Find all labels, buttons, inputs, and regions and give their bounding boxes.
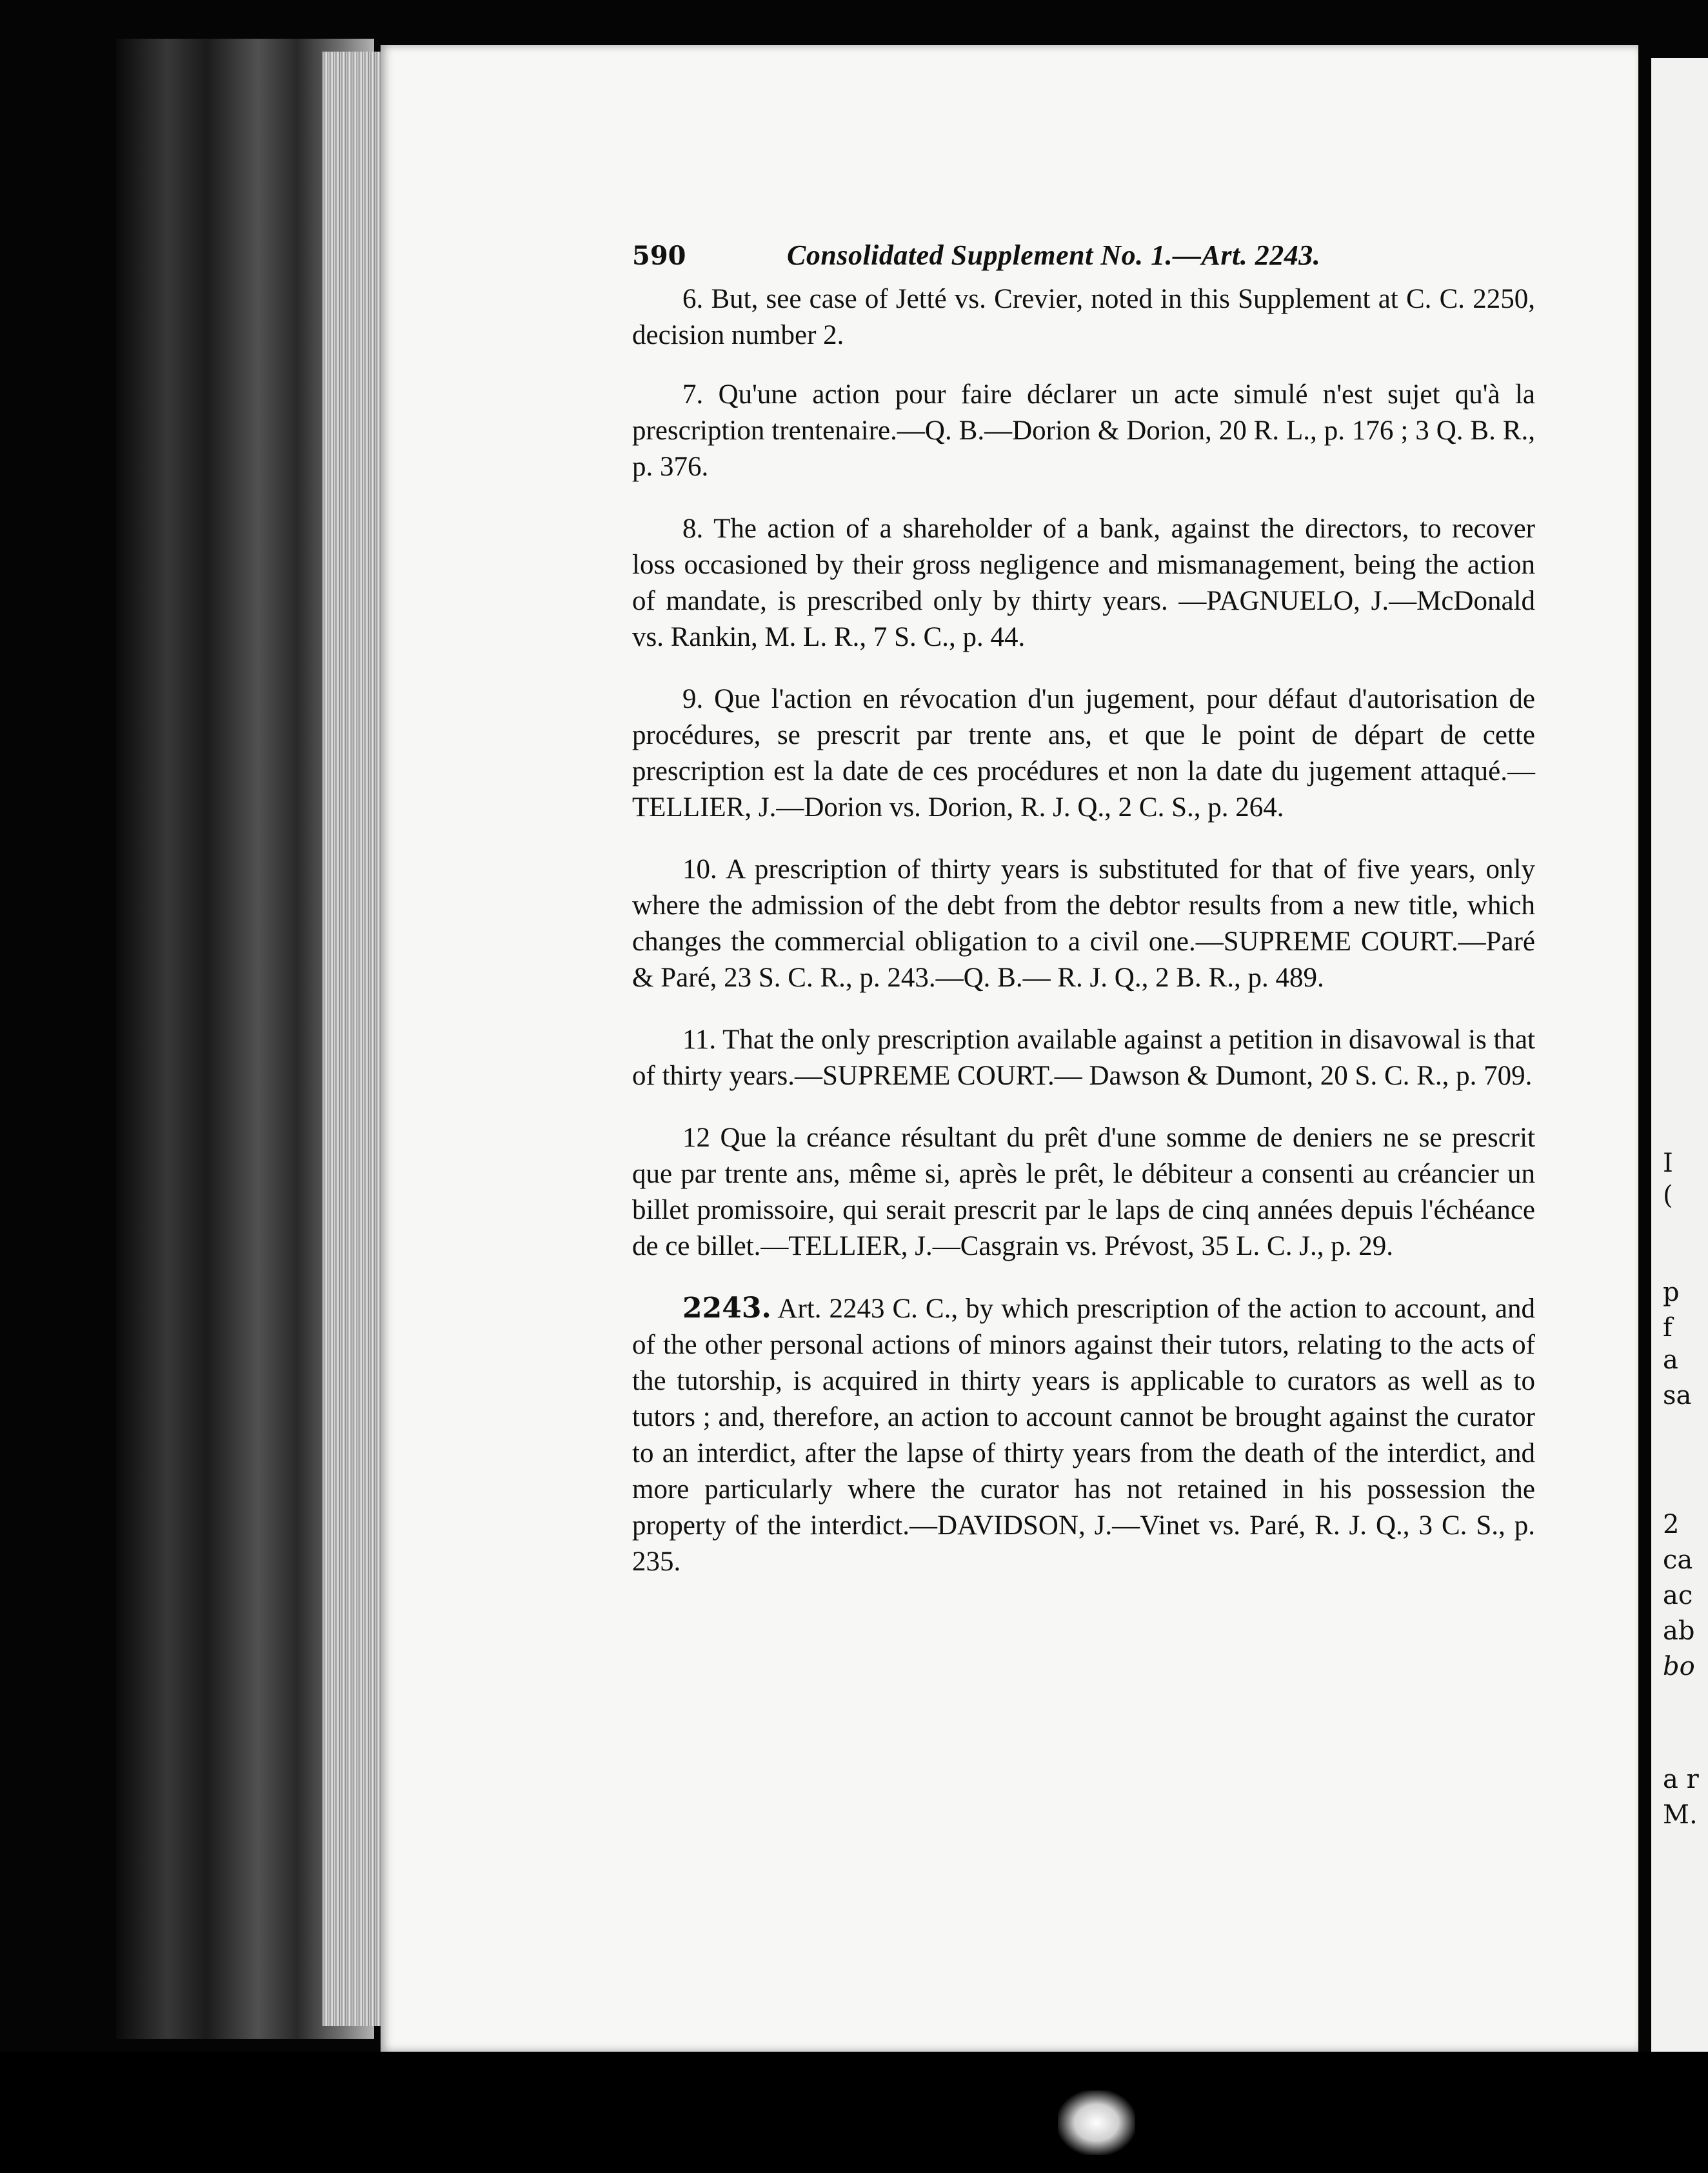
- facing-page-fragment: a: [1663, 1345, 1678, 1375]
- article-number: 2243.: [682, 1292, 771, 1325]
- facing-page-fragment: M.: [1663, 1800, 1698, 1830]
- decision-paragraph: 11. That the only prescription available against a petition in disavowal is that of thirty years.—SUPREME COURT.— Dawson & Dumont, 20 S. C. R., p. 709.: [632, 1025, 1535, 1091]
- running-head: Consolidated Supplement No. 1.—Art. 2243.: [787, 239, 1321, 271]
- facing-page-fragment: ca: [1663, 1545, 1693, 1575]
- light-glare: [1058, 2090, 1135, 2155]
- decision-paragraph: 12 Que la créance résultant du prêt d'une somme de deniers ne se prescrit que par trente ans, même si, après le prêt, le débiteur a consenti au créancier un billet promissoire, qui serait prescrit par le laps de cinq années depuis l'échéance de ce billet.—TELLIER, J.—Casgrain vs. Prévost, 35 L. C. J., p. 29.: [632, 1123, 1535, 1261]
- decision-paragraph: 7. Qu'une action pour faire déclarer un acte simulé n'est sujet qu'à la prescription trentenaire.—Q. B.—Dorion & Dorion, 20 R. L., p. 176 ; 3 Q. B. R., p. 376.: [632, 379, 1535, 482]
- page-header: [632, 237, 1535, 277]
- facing-page-fragment: (: [1663, 1181, 1673, 1210]
- facing-page-fragment: ac: [1663, 1581, 1693, 1610]
- article-text: Art. 2243 C. C., by which prescription of the action to account, and of the other personal actions of minors against their tutors, relating to the acts of the tutorship, is acquired in thirty years is applicable to curators as well as to tutors ; and, therefore, an action to account cannot be brought against the curator to an interdict, after the lapse of thirty years from the death of the interdict, and more particularly where the curator has not retained in his possession the property of the interdict.—DAVIDSON, J.—Vinet vs. Paré, R. J. Q., 3 C. S., p. 235.: [632, 1294, 1535, 1577]
- facing-page-edge: [1651, 58, 1708, 2058]
- facing-page-fragment: f: [1663, 1313, 1673, 1343]
- facing-page-fragment: a r: [1663, 1765, 1699, 1794]
- facing-page-fragment: ab: [1663, 1616, 1695, 1646]
- page-edges: [323, 52, 381, 2026]
- decision-paragraph: 10. A prescription of thirty years is substituted for that of five years, only where the admission of the debt from the debtor results from a new title, which changes the commercial obligation to a civil one.—SUPREME COURT.—Paré & Paré, 23 S. C. R., p. 243.—Q. B.— R. J. Q., 2 B. R., p. 489.: [632, 854, 1535, 993]
- scan-bottom-border: [0, 2052, 1708, 2173]
- article-paragraph: [632, 1290, 1535, 1580]
- facing-page-fragment: 2: [1663, 1510, 1680, 1539]
- facing-page-fragment: bo: [1663, 1652, 1695, 1681]
- facing-page-fragment: I: [1663, 1148, 1673, 1178]
- decision-paragraph: 9. Que l'action en révocation d'un jugement, pour défaut d'autorisation de procédures, se prescrit par trente ans, et que le point de départ de cette prescription est la date de ces procédures et non la date du jugement attaqué.—TELLIER, J.—Dorion vs. Dorion, R. J. Q., 2 C. S., p. 264.: [632, 684, 1535, 823]
- page-body: [632, 237, 1535, 1606]
- facing-page-fragment: sa: [1663, 1381, 1692, 1410]
- decision-paragraph: 8. The action of a shareholder of a bank, against the directors, to recover loss occasioned by their gross negligence and mismanagement, being the action of mandate, is prescribed only by thirty years. —PAGNUELO, J.—McDonald vs. Rankin, M. L. R., 7 S. C., p. 44.: [632, 514, 1535, 652]
- facing-page-fragment: p: [1663, 1277, 1680, 1307]
- decision-paragraph: 6. But, see case of Jetté vs. Crevier, noted in this Supplement at C. C. 2250, decision number 2.: [632, 284, 1535, 350]
- page-number: 590: [632, 241, 686, 271]
